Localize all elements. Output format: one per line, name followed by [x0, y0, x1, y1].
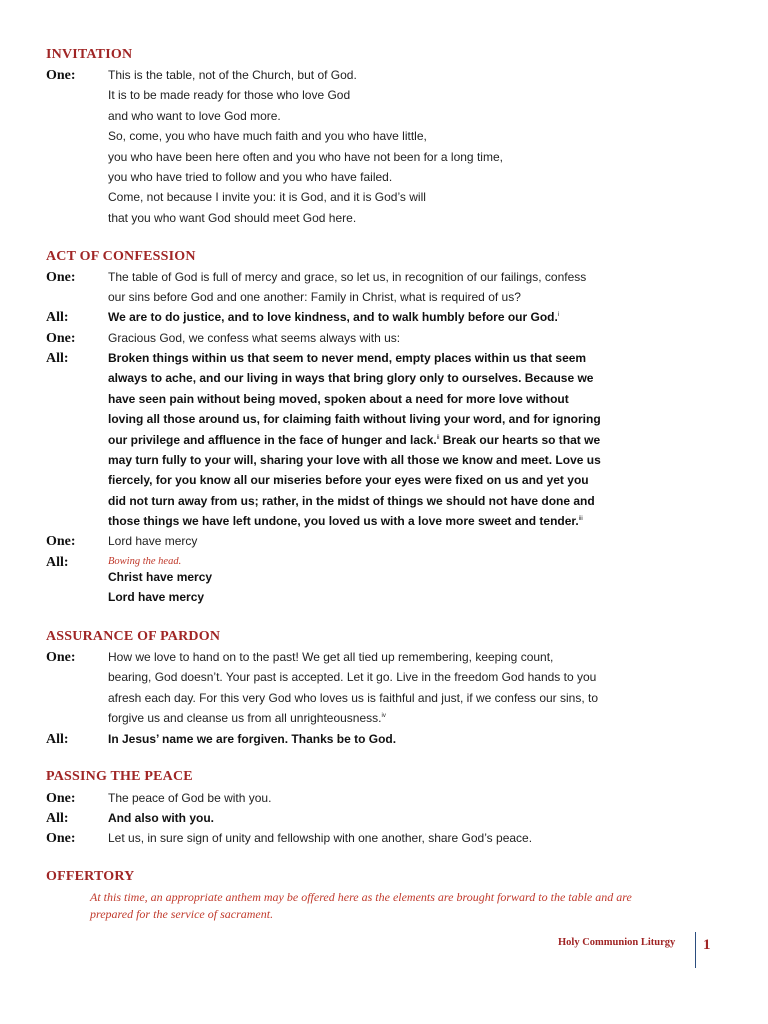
section-heading-peace: PASSING THE PEACE: [46, 769, 193, 784]
prayer-line: did not turn away from us; rather, in the midst of things we should not have done and: [108, 493, 595, 508]
speaker-label-all: All:: [46, 811, 69, 826]
prayer-line: always to ache, and our living in ways that bring glory only to ourselves. Because we: [108, 371, 594, 386]
text-line: It is to be made ready for those who love God: [108, 88, 351, 103]
text-line: Gracious God, we confess what seems always with us:: [108, 331, 401, 345]
text-line: Come, not because I invite you: it is God, and it is God’s will: [108, 190, 426, 205]
text-line: that you who want God should meet God here.: [108, 210, 357, 225]
text-line: afresh each day. For this very God who loves us is faithful and just, if we confess our sins, to: [108, 690, 599, 705]
offertory-rubric: [90, 889, 710, 923]
speaker-label-one: One:: [46, 791, 76, 806]
text-line: forgive us and cleanse us from all unrighteousness.: [108, 711, 382, 726]
text-line: you who have tried to follow and you who have failed.: [108, 170, 393, 185]
invitation-text: [108, 65, 648, 228]
prayer-line-tail: Break our hearts so that we: [439, 432, 601, 447]
text-line: The peace of God be with you.: [108, 791, 272, 805]
prayer-line: fiercely, for you know all our miseries before your eyes were fixed on us and yet you: [108, 473, 589, 488]
section-heading-invitation: INVITATION: [46, 47, 133, 62]
kyrie-response-text: [108, 567, 648, 608]
speaker-label-one: One:: [46, 650, 76, 665]
speaker-label-all: All:: [46, 310, 69, 325]
endnote-marker: iv: [381, 713, 386, 720]
prayer-line: may turn fully to your will, sharing your love with all those we know and meet. Love us: [108, 453, 601, 468]
response-line: We are to do justice, and to love kindness, and to walk humbly before our God.: [108, 310, 558, 324]
rubric-line: prepared for the service of sacrament.: [90, 907, 274, 921]
confession-call-text: [108, 267, 648, 308]
peace-response-text: [108, 808, 648, 828]
prayer-line: Broken things within us that seem to never mend, empty places within us that seem: [108, 351, 587, 365]
text-line: How we love to hand on to the past! We get all tied up remembering, keeping count,: [108, 650, 554, 664]
text-line: So, come, you who have much faith and you who have little,: [108, 129, 427, 144]
speaker-label-all: All:: [46, 732, 69, 747]
response-line: Lord have mercy: [108, 590, 205, 605]
footer-divider: [695, 932, 696, 968]
prayer-line: our privilege and affluence in the face of hunger and lack.: [108, 432, 437, 447]
speaker-label-one: One:: [46, 270, 76, 285]
speaker-label-one: One:: [46, 534, 76, 549]
rubric-instruction: Bowing the head.: [108, 556, 182, 567]
pardon-response-text: [108, 729, 648, 749]
page-number: 1: [703, 937, 711, 953]
text-line: This is the table, not of the Church, but of God.: [108, 68, 357, 82]
prayer-line: loving all those around us, for claiming faith without living your word, and for ignoring: [108, 412, 601, 427]
endnote-marker: iii: [578, 516, 583, 523]
confession-prayer-text: [108, 348, 648, 532]
text-line: Lord have mercy: [108, 534, 198, 548]
rubric-line: At this time, an appropriate anthem may be offered here as the elements are brought forward to the table and are: [90, 890, 632, 904]
speaker-label-one: One:: [46, 331, 76, 346]
endnote-marker: i: [557, 312, 560, 318]
kyrie-call-text: [108, 531, 648, 551]
section-heading-offertory: OFFERTORY: [46, 869, 135, 884]
speaker-label-all: All:: [46, 351, 69, 366]
endnote-marker: ii: [436, 434, 440, 441]
confession-prayer-intro: [108, 328, 648, 348]
speaker-label-one: One:: [46, 68, 76, 83]
confession-response-text: [108, 307, 648, 327]
text-line: you who have been here often and you who have not been for a long time,: [108, 149, 503, 164]
speaker-label-one: One:: [46, 831, 76, 846]
text-line: Let us, in sure sign of unity and fellowship with one another, share God’s peace.: [108, 831, 533, 845]
response-line: In Jesus’ name we are forgiven. Thanks be to God.: [108, 732, 397, 746]
speaker-label-all: All:: [46, 555, 69, 570]
text-line: bearing, God doesn’t. Your past is accepted. Let it go. Live in the freedom God hands to you: [108, 670, 597, 685]
response-line: Christ have mercy: [108, 570, 213, 584]
text-line: our sins before God and one another: Family in Christ, what is required of us?: [108, 290, 521, 305]
section-heading-confession: ACT OF CONFESSION: [46, 249, 196, 264]
text-line: The table of God is full of mercy and grace, so let us, in recognition of our failings, confess: [108, 270, 587, 284]
footer-document-title: Holy Communion Liturgy: [558, 937, 676, 948]
peace-call-text: [108, 788, 648, 808]
prayer-line: have seen pain without being moved, spoken about a need for more love without: [108, 391, 569, 406]
response-line: And also with you.: [108, 811, 215, 825]
peace-invitation-text: [108, 828, 648, 848]
pardon-text: [108, 647, 648, 729]
prayer-line: those things we have left undone, you loved us with a love more sweet and tender.: [108, 514, 579, 529]
text-line: and who want to love God more.: [108, 108, 281, 123]
section-heading-pardon: ASSURANCE OF PARDON: [46, 629, 221, 644]
